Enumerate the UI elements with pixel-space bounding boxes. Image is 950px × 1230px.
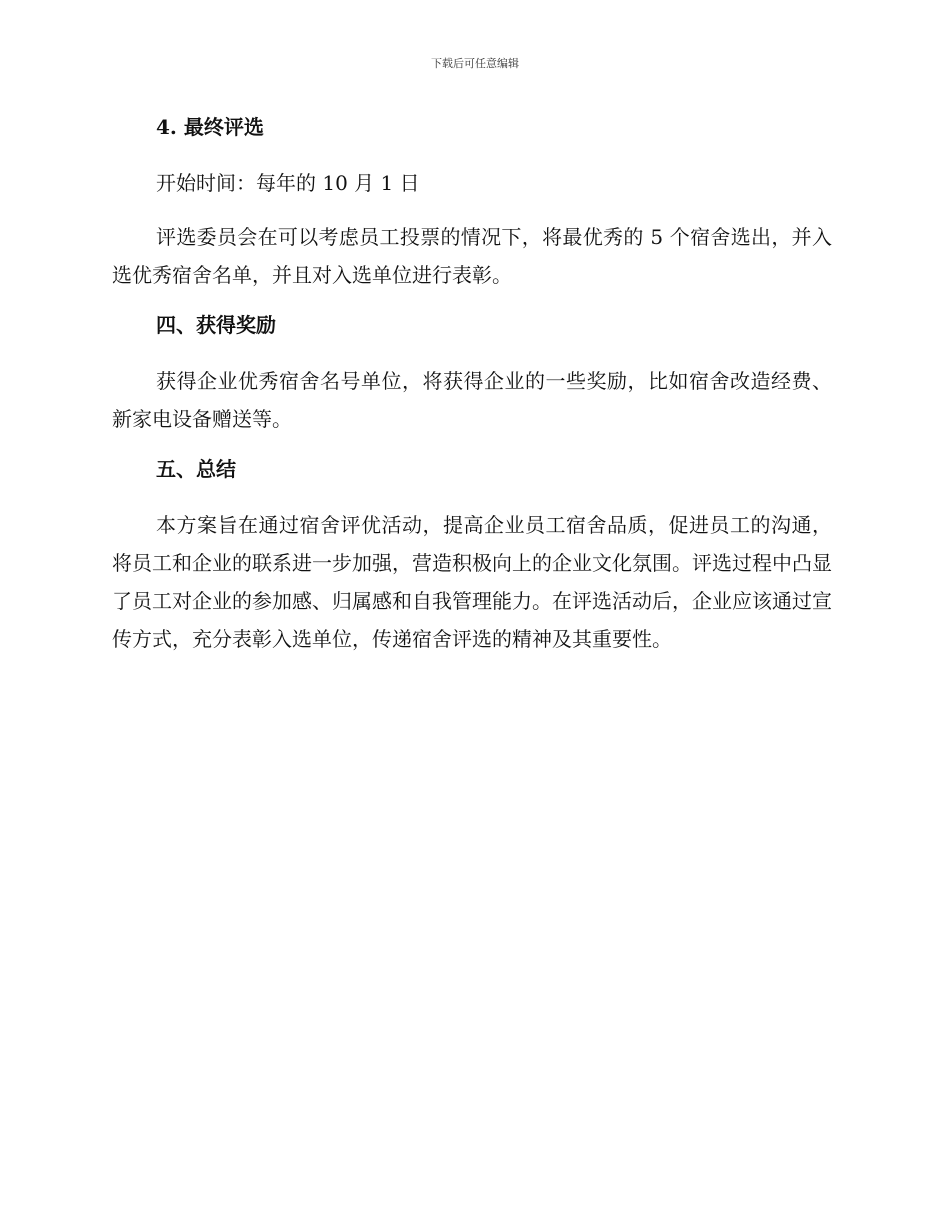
heading-summary: 五、总结 [156, 457, 236, 481]
paragraph-start-time: 开始时间：每年的 10 月 1 日 [156, 171, 420, 195]
page-header-note: 下载后可任意编辑 [431, 57, 519, 70]
document-body [112, 112, 832, 658]
paragraph-awards: 获得企业优秀宿舍名号单位，将获得企业的一些奖励，比如宿舍改造经费、新家电设备赠送等。 [112, 369, 832, 431]
paragraph-final-selection: 评选委员会在可以考虑员工投票的情况下，将最优秀的 5 个宿舍选出，并入选优秀宿舍名单，并且对入选单位进行表彰。 [112, 225, 832, 287]
paragraph-summary: 本方案旨在通过宿舍评优活动，提高企业员工宿舍品质，促进员工的沟通，将员工和企业的联系进一步加强，营造积极向上的企业文化氛围。评选过程中凸显了员工对企业的参加感、归属感和自我管理能力。在评选活动后，企业应该通过宣传方式，充分表彰入选单位，传递宿舍评选的精神及其重要性。 [112, 513, 832, 651]
heading-final-selection: 4. 最终评选 [156, 115, 264, 139]
heading-awards: 四、获得奖励 [156, 313, 276, 337]
